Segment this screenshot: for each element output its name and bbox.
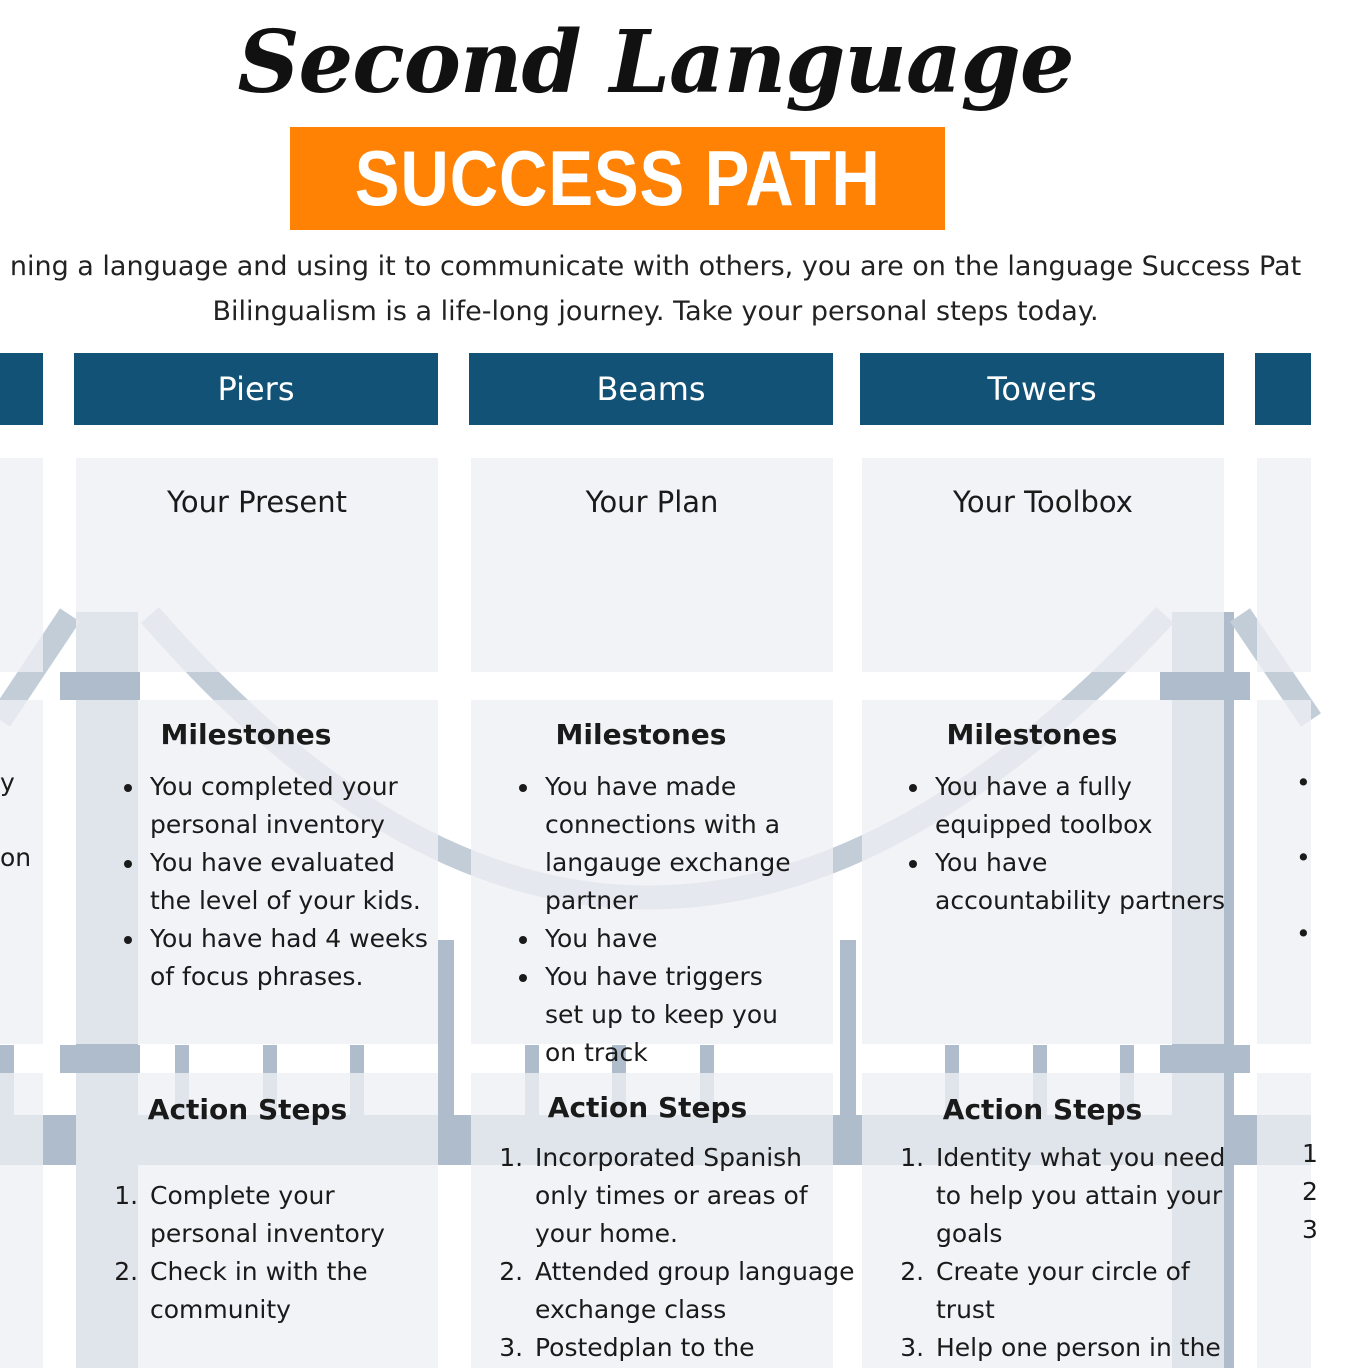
list-item: • You have a fully equipped toolbox: [931, 768, 1231, 844]
right-bullet-3: •: [1296, 919, 1311, 948]
column-heading-towers: Towers: [860, 353, 1224, 425]
list-item: • You have had 4 weeks of focus phrases.: [146, 920, 441, 996]
panel-partial-right-mid: [1257, 700, 1311, 1044]
list-item: • You have made connections with a langauge exchange partner: [541, 768, 806, 920]
column-heading-beams: Beams: [469, 353, 833, 425]
piers-subtitle: Your Present: [167, 485, 347, 519]
beams-milestones-list: [509, 768, 806, 1072]
towers-action-title: Action Steps: [942, 1093, 1143, 1126]
beams-action-title: Action Steps: [547, 1091, 748, 1124]
piers-milestones-list: [114, 768, 441, 996]
right-bullet-1: •: [1296, 768, 1311, 797]
banner-title: SUCCESS PATH: [354, 134, 881, 222]
beams-action-list: [503, 1139, 856, 1367]
list-item: 2. Create your circle of trust: [932, 1253, 1242, 1329]
list-item: • You have triggers set up to keep you on track: [541, 958, 806, 1072]
list-item: 3. Help one person in the: [932, 1329, 1242, 1367]
column-heading-piers: Piers: [74, 353, 438, 425]
list-item: 1. Complete your personal inventory: [146, 1177, 431, 1253]
panel-partial-left-bottom: [0, 1073, 43, 1368]
list-item: • You have accountability partners: [931, 844, 1231, 920]
intro-line-1: ning a language and using it to communicate with others, you are on the language Success Pat: [9, 251, 1302, 282]
piers-milestones-title: Milestones: [160, 718, 332, 751]
panel-partial-left-top: [0, 458, 43, 672]
piers-action-list: [118, 1177, 431, 1329]
list-item: 3. Postedplan to the: [531, 1329, 856, 1367]
left-fragment-1: y: [0, 768, 15, 797]
towers-milestones-title: Milestones: [946, 718, 1118, 751]
piers-action-title: Action Steps: [147, 1093, 348, 1126]
list-item: • You have evaluated the level of your kids.: [146, 844, 441, 920]
column-heading-partial-right: [1255, 353, 1311, 425]
panel-partial-left-mid: [0, 700, 43, 1044]
right-bullet-2: •: [1296, 843, 1311, 872]
towers-action-list: [904, 1139, 1242, 1367]
left-fragment-2: on: [0, 843, 32, 872]
towers-milestones-list: [899, 768, 1231, 920]
panel-partial-right-top: [1257, 458, 1311, 672]
beams-subtitle: Your Plan: [585, 485, 719, 519]
right-number-3: 3: [1302, 1215, 1318, 1244]
list-item: 2. Attended group language exchange class: [531, 1253, 856, 1329]
beams-milestones-title: Milestones: [555, 718, 727, 751]
list-item: 1. Incorporated Spanish only times or areas of your home.: [531, 1139, 856, 1253]
script-title: Second Language: [237, 12, 1074, 113]
towers-subtitle: Your Toolbox: [953, 485, 1133, 519]
right-number-2: 2: [1302, 1177, 1318, 1206]
list-item: • You have: [541, 920, 806, 958]
column-heading-partial-left: [0, 353, 43, 425]
list-item: 2. Check in with the community: [146, 1253, 431, 1329]
list-item: • You completed your personal inventory: [146, 768, 441, 844]
list-item: 1. Identity what you need to help you attain your goals: [932, 1139, 1242, 1253]
right-number-1: 1: [1302, 1139, 1318, 1168]
intro-line-2: Bilingualism is a life-long journey. Take your personal steps today.: [212, 296, 1099, 327]
